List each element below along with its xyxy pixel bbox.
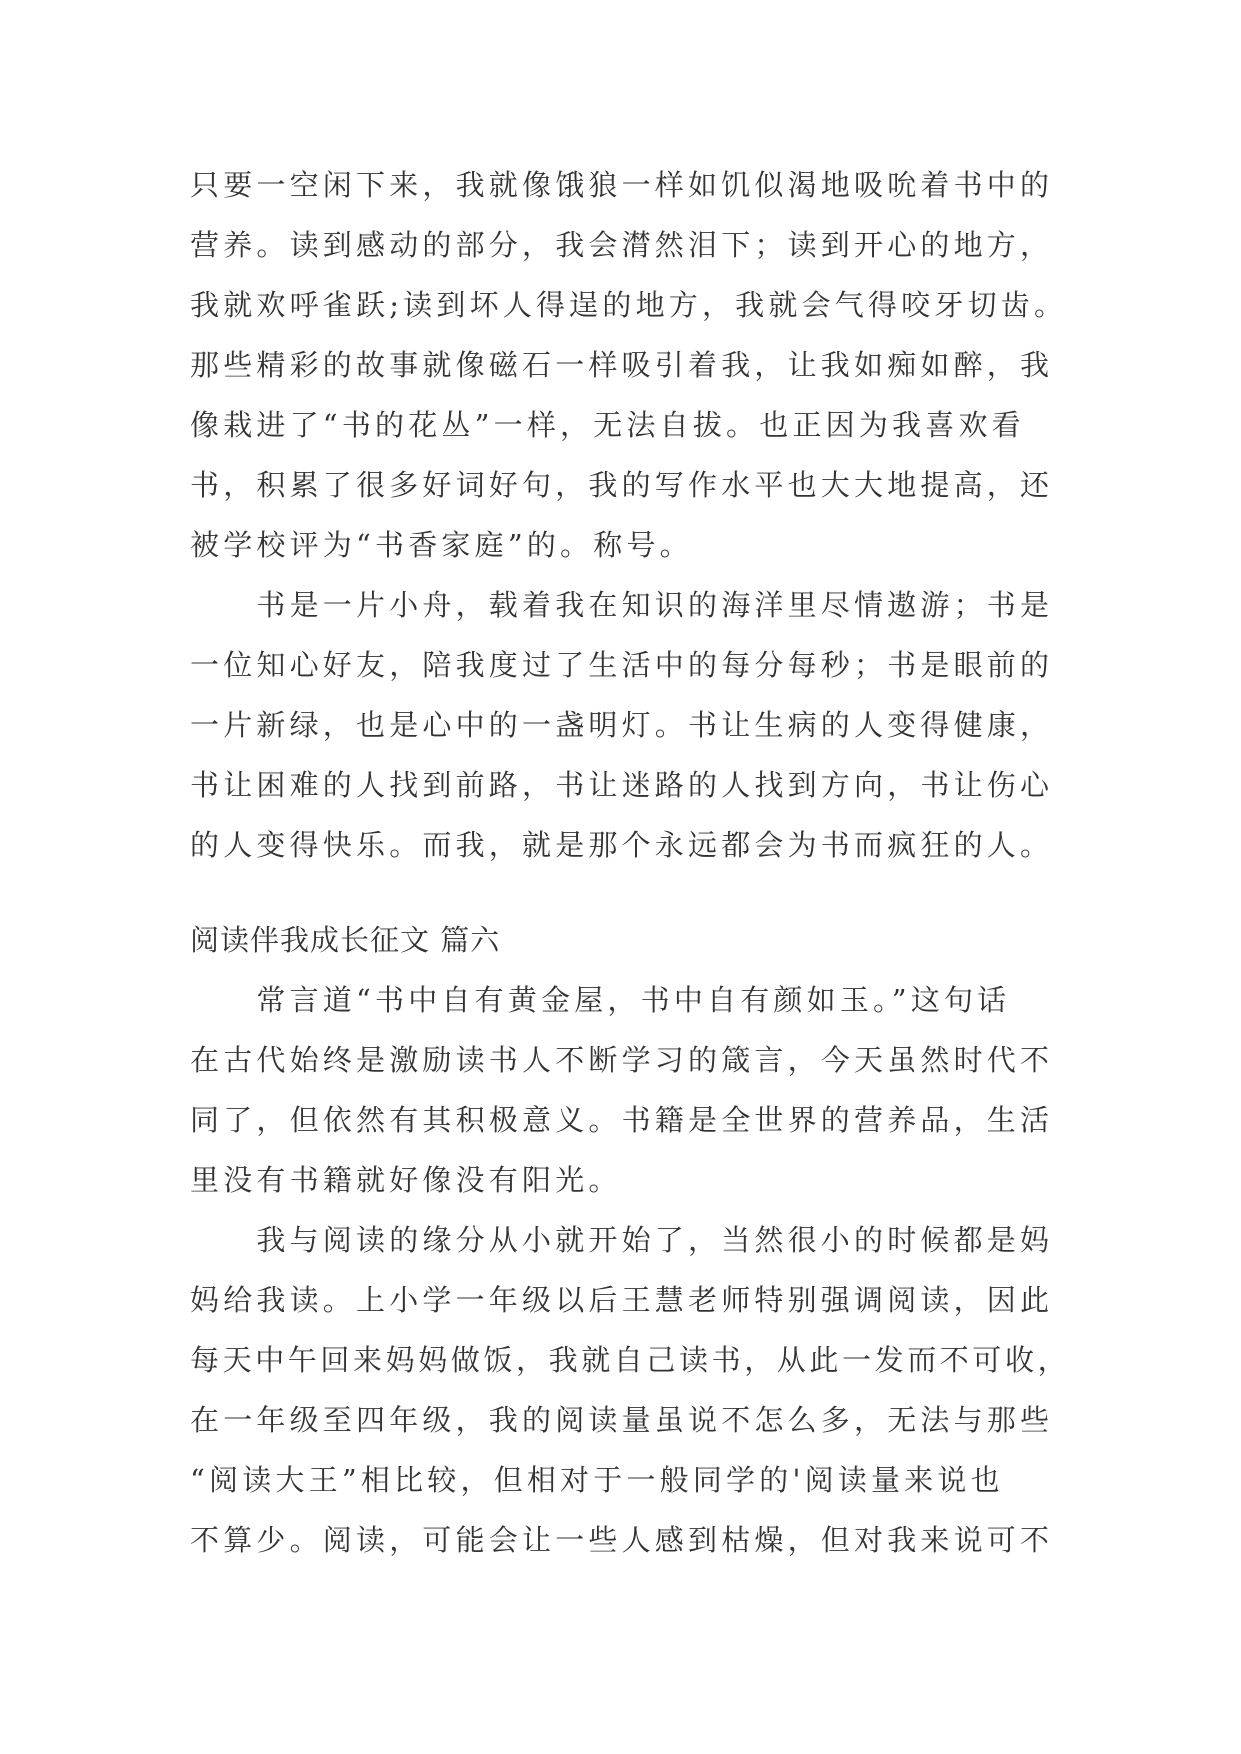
text-line: 一片新绿，也是心中的一盏明灯。书让生病的人变得健康，: [190, 708, 1054, 742]
paragraph-1: [190, 155, 1070, 575]
text-line: “阅读大王”相比较，但相对于一般同学的'阅读量来说也: [190, 1463, 1004, 1497]
text-line: 我与阅读的缘分从小就开始了，当然很小的时候都是妈: [190, 1223, 1054, 1257]
text-line: 书，积累了很多好词好句，我的写作水平也大大地提高，还: [190, 468, 1054, 502]
text-line: 同了，但依然有其积极意义。书籍是全世界的营养品，生活: [190, 1103, 1054, 1137]
paragraph-3: [190, 970, 1070, 1210]
text-line: 在古代始终是激励读书人不断学习的箴言，今天虽然时代不: [190, 1043, 1054, 1077]
text-line: 妈给我读。上小学一年级以后王慧老师特别强调阅读，因此: [190, 1283, 1054, 1317]
text-line: 里没有书籍就好像没有阳光。: [190, 1163, 622, 1197]
text-line: 那些精彩的故事就像磁石一样吸引着我，让我如痴如醉，我: [190, 348, 1054, 382]
section-title: 阅读伴我成长征文 篇六: [190, 923, 501, 957]
paragraph-2: [190, 575, 1070, 875]
text-line: 书让困难的人找到前路，书让迷路的人找到方向，书让伤心: [190, 768, 1054, 802]
text-line: 像栽进了“书的花丛”一样，无法自拔。也正因为我喜欢看: [190, 408, 1025, 442]
text-line: 每天中午回来妈妈做饭，我就自己读书，从此一发而不可收，: [190, 1343, 1071, 1377]
text-line: 不算少。阅读，可能会让一些人感到枯燥，但对我来说可不: [190, 1523, 1054, 1557]
text-line: 的人变得快乐。而我，就是那个永远都会为书而疯狂的人。: [190, 828, 1054, 862]
text-line: 只要一空闲下来，我就像饿狼一样如饥似渴地吸吮着书中的: [190, 168, 1054, 202]
section-heading: [190, 910, 1070, 970]
text-line: 我就欢呼雀跃;读到坏人得逞的地方，我就会气得咬牙切齿。: [190, 288, 1068, 322]
text-line: 营养。读到感动的部分，我会潸然泪下；读到开心的地方，: [190, 228, 1054, 262]
paragraph-4: [190, 1210, 1070, 1570]
text-line: 一位知心好友，陪我度过了生活中的每分每秒；书是眼前的: [190, 648, 1054, 682]
text-line: 在一年级至四年级，我的阅读量虽说不怎么多，无法与那些: [190, 1403, 1054, 1437]
text-line: 被学校评为“书香家庭”的。称号。: [190, 528, 693, 562]
text-line: 常言道“书中自有黄金屋，书中自有颜如玉。”这句话: [190, 983, 1011, 1017]
text-line: 书是一片小舟，载着我在知识的海洋里尽情遨游；书是: [190, 588, 1054, 622]
